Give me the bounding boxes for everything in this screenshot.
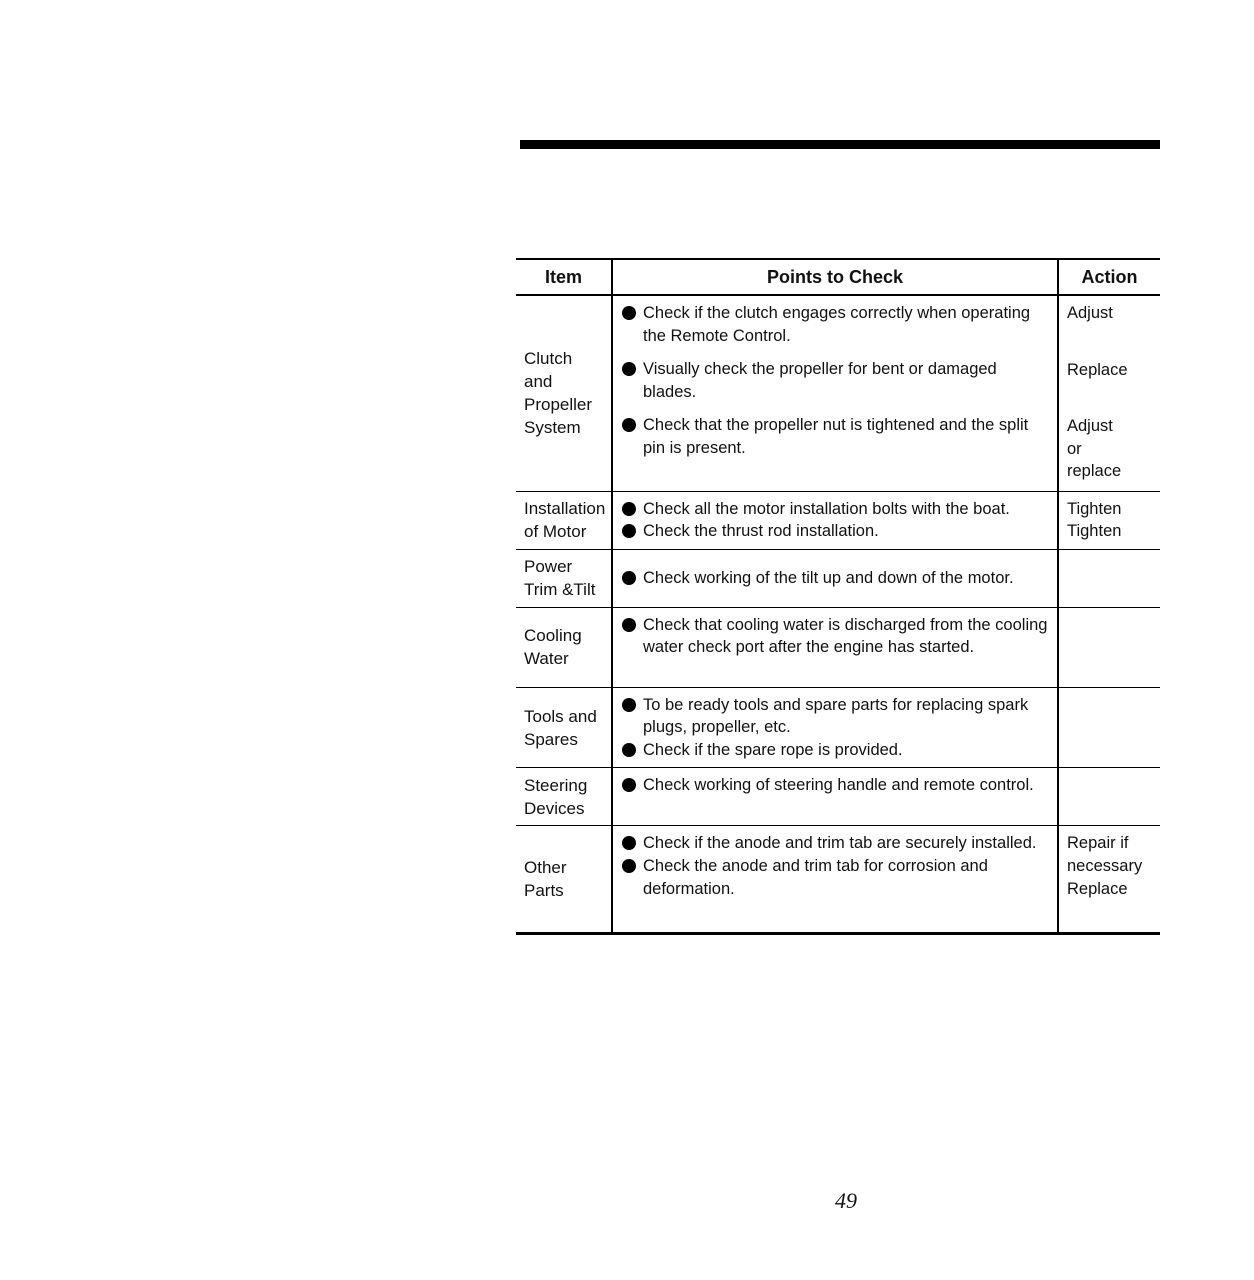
- action-value: Adjust or replace: [1067, 417, 1122, 481]
- check-item: Check working of the tilt up and down of the motor.: [621, 567, 1049, 590]
- action-value: Tighten: [1067, 499, 1122, 518]
- header-rule: [520, 140, 1160, 149]
- action-cell: [1058, 687, 1160, 768]
- points-cell: [612, 607, 1058, 687]
- check-item: To be ready tools and spare parts for replacing spark plugs, propeller, etc.: [621, 694, 1049, 739]
- table-row: [516, 549, 1160, 607]
- action-value: Replace: [1067, 360, 1128, 379]
- points-cell: [612, 549, 1058, 607]
- action-cell: [1058, 826, 1160, 934]
- action-cell: [1058, 768, 1160, 826]
- table-row: [516, 687, 1160, 768]
- item-label-line: Spares: [524, 729, 578, 749]
- table-row: [516, 826, 1160, 934]
- header-action: Action: [1058, 259, 1160, 295]
- check-item: Visually check the propeller for bent or damaged blades.: [621, 358, 1049, 403]
- item-label-line: Other: [524, 858, 567, 878]
- item-label-line: and: [524, 372, 553, 392]
- item-label-line: System: [524, 418, 581, 438]
- item-label-line: Parts: [524, 881, 564, 901]
- check-item: Check the anode and trim tab for corrosion and deformation.: [621, 855, 1049, 900]
- action-cell: [1058, 607, 1160, 687]
- points-cell: [612, 826, 1058, 934]
- points-cell: [612, 687, 1058, 768]
- action-cell: [1058, 491, 1160, 549]
- table-row: [516, 491, 1160, 549]
- points-cell: [612, 491, 1058, 549]
- item-label-line: of Motor: [524, 522, 587, 542]
- item-label-line: Propeller: [524, 395, 593, 415]
- check-item: Check the thrust rod installation.: [621, 520, 1049, 543]
- item-label-line: Water: [524, 649, 569, 669]
- item-label-line: Cooling: [524, 626, 582, 646]
- inspection-table: [516, 258, 1160, 935]
- item-cell: [516, 826, 612, 934]
- item-cell: [516, 491, 612, 549]
- header-item: Item: [516, 259, 612, 295]
- action-cell: [1058, 549, 1160, 607]
- header-points-to-check: Points to Check: [612, 259, 1058, 295]
- table-row: [516, 768, 1160, 826]
- item-cell: [516, 768, 612, 826]
- table-row: [516, 295, 1160, 491]
- inspection-table-wrapper: [516, 258, 1160, 935]
- item-label-line: Trim &Tilt: [524, 580, 596, 600]
- check-item: Check working of steering handle and remote control.: [621, 774, 1049, 797]
- check-item: Check if the clutch engages correctly when operating the Remote Control.: [621, 302, 1049, 347]
- points-cell: [612, 295, 1058, 491]
- item-label-line: Devices: [524, 798, 585, 818]
- item-label-line: Steering: [524, 775, 588, 795]
- table-header-row: [516, 259, 1160, 295]
- check-item: Check that the propeller nut is tightened and the split pin is present.: [621, 414, 1049, 459]
- item-label-line: Installation: [524, 499, 606, 519]
- item-label-line: Clutch: [524, 349, 573, 369]
- points-cell: [612, 768, 1058, 826]
- item-cell: [516, 295, 612, 491]
- check-item: Check if the anode and trim tab are securely installed.: [621, 832, 1049, 855]
- action-value: Replace: [1067, 879, 1128, 898]
- check-item: Check all the motor installation bolts with the boat.: [621, 498, 1049, 521]
- item-cell: [516, 549, 612, 607]
- check-item: Check that cooling water is discharged from the cooling water check port after the engine has started.: [621, 614, 1049, 659]
- item-label-line: Power: [524, 557, 573, 577]
- item-cell: [516, 687, 612, 768]
- action-value: Repair if necessary: [1067, 834, 1143, 876]
- action-value: Adjust: [1067, 304, 1113, 322]
- action-cell: [1058, 295, 1160, 491]
- item-label-line: Tools and: [524, 706, 597, 726]
- check-item: Check if the spare rope is provided.: [621, 739, 1049, 762]
- action-value: Tighten: [1067, 522, 1122, 541]
- table-row: [516, 607, 1160, 687]
- item-cell: [516, 607, 612, 687]
- page-number: 49: [835, 1188, 857, 1213]
